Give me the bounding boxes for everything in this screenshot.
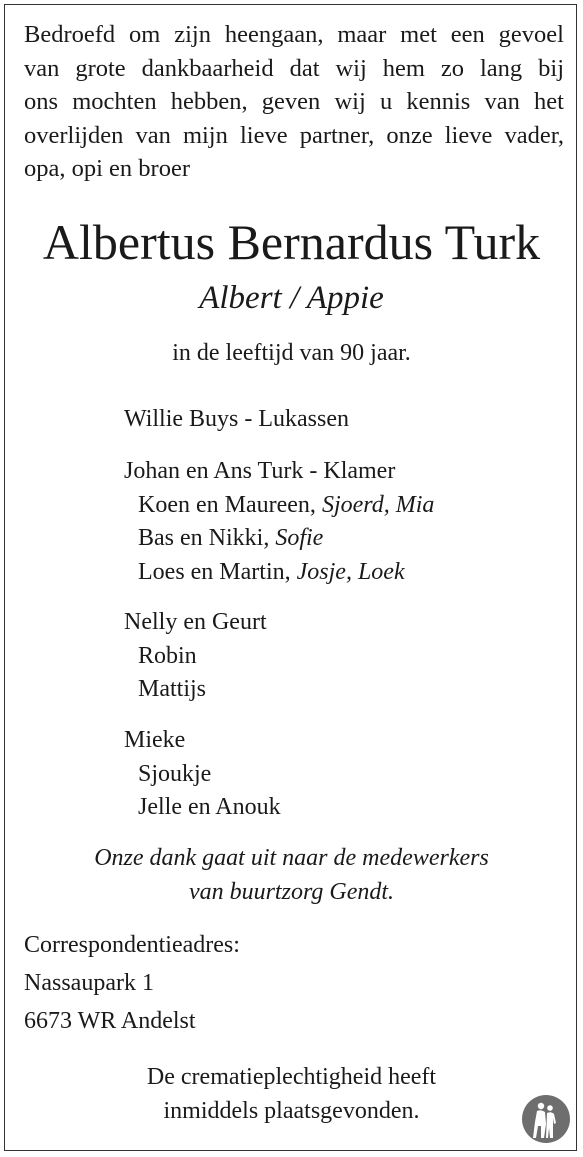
intro-line: Bedroefd om zijn heengaan, maar met een gevoel <box>24 21 564 48</box>
child-names: Loes en Martin, <box>138 558 297 585</box>
family-child <box>124 556 434 590</box>
address-street: Nassaupark 1 <box>24 970 154 996</box>
family-child: Mattijs <box>138 676 207 702</box>
family-child <box>124 489 434 523</box>
family-head: Willie Buys - Lukassen <box>124 406 349 432</box>
family-head: Johan en Ans Turk - Klamer <box>124 458 396 484</box>
family-group-3 <box>124 606 267 707</box>
grandchildren-names: Josje, Loek <box>296 558 405 585</box>
intro-line: ons mochten hebben, geven wij u kennis van het <box>24 88 564 115</box>
grandchildren-names: Sjoerd, Mia <box>321 491 435 518</box>
memorial-figures-icon <box>521 1094 571 1144</box>
family-group-2 <box>124 455 434 589</box>
deceased-name: Albertus Bernardus Turk <box>42 214 541 270</box>
address-city: 6673 WR Andelst <box>24 1008 196 1034</box>
child-names: Koen en Maureen, <box>138 491 322 518</box>
intro-text <box>24 18 564 186</box>
cremation-line: inmiddels plaatsgevonden. <box>163 1097 420 1124</box>
family-group-1 <box>124 403 349 437</box>
child-names: Bas en Nikki, <box>138 525 276 551</box>
family-head: Nelly en Geurt <box>124 609 267 635</box>
cremation-line: De crematieplechtigheid heeft <box>146 1064 437 1090</box>
intro-line: van grote dankbaarheid dat wij hem zo lang bij <box>24 54 564 82</box>
deceased-age: in de leeftijd van 90 jaar. <box>172 340 411 366</box>
thanks-text <box>0 842 583 909</box>
cremation-notice <box>0 1061 583 1128</box>
address-label: Correspondentieadres: <box>24 932 240 958</box>
thanks-line: Onze dank gaat uit naar de medewerkers <box>94 845 489 871</box>
thanks-line: van buurtzorg Gendt. <box>188 878 395 905</box>
deceased-nickname: Albert / Appie <box>199 280 384 316</box>
intro-line: opa, opi en broer <box>24 155 190 182</box>
correspondence-address <box>24 926 240 1040</box>
grandchildren-names: Sofie <box>275 525 324 551</box>
family-group-4 <box>124 724 281 825</box>
family-head: Mieke <box>124 727 186 753</box>
intro-line: overlijden van mijn lieve partner, onze lieve vader, <box>24 121 564 149</box>
family-child: Jelle en Anouk <box>138 794 281 820</box>
family-child: Robin <box>138 642 197 669</box>
family-child: Sjoukje <box>138 760 212 787</box>
family-child <box>124 522 434 556</box>
